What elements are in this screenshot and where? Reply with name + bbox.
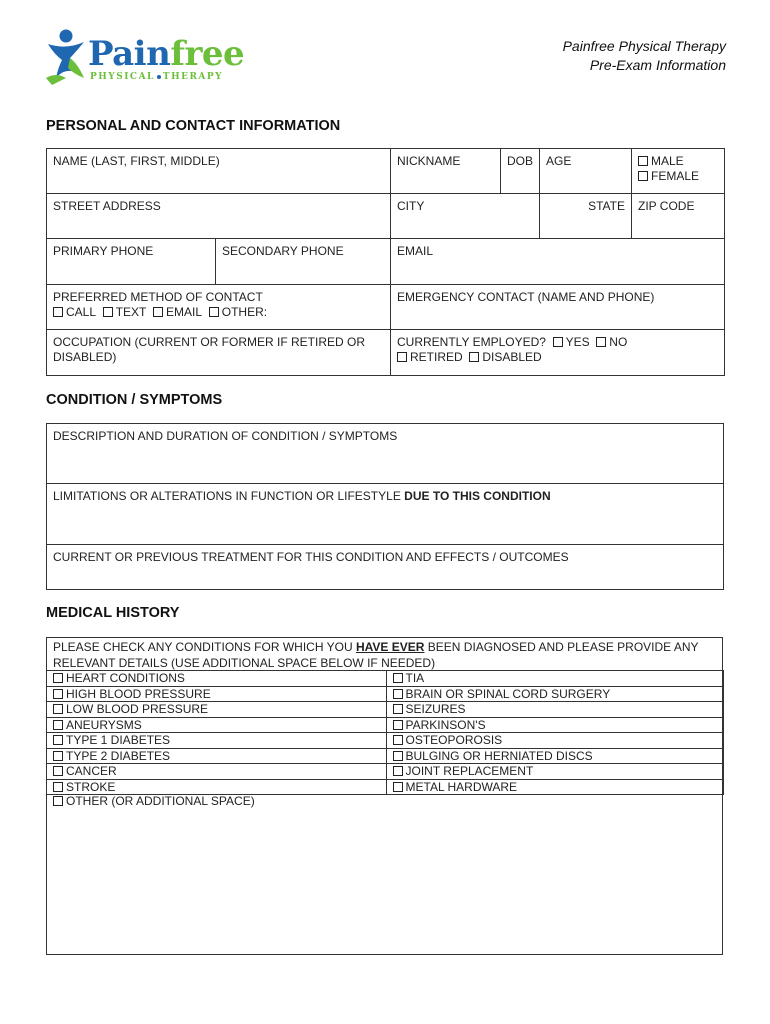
secondary-phone-field[interactable]: SECONDARY PHONE (216, 239, 391, 285)
condition-checkbox-right[interactable] (386, 733, 723, 749)
checkbox-icon (393, 766, 403, 776)
runner-figure-icon (44, 28, 88, 86)
nickname-field[interactable]: NICKNAME (391, 149, 501, 194)
checkbox-icon (596, 337, 606, 347)
checkbox-icon (53, 782, 63, 792)
condition-label: JOINT REPLACEMENT (405, 764, 534, 778)
company-logo (44, 28, 244, 88)
sex-field (632, 149, 725, 194)
section-title-medical: MEDICAL HISTORY (46, 605, 180, 621)
zip-code-field[interactable]: ZIP CODE (632, 194, 725, 239)
checkbox-icon (638, 171, 648, 181)
city-field[interactable]: CITY (391, 194, 540, 239)
document-title: Pre-Exam Information (589, 57, 726, 73)
condition-label: OSTEOPOROSIS (405, 733, 503, 747)
checkbox-icon (53, 720, 63, 730)
preferred-contact-field (47, 285, 391, 330)
document-header (563, 37, 726, 75)
other-checkbox[interactable]: OTHER: (209, 305, 267, 319)
logo-wordmark: Painfree (88, 34, 245, 74)
female-checkbox[interactable]: FEMALE (638, 169, 718, 184)
condition-row (47, 779, 723, 795)
condition-row (47, 686, 723, 702)
checkbox-icon (393, 689, 403, 699)
condition-row (47, 671, 723, 687)
condition-label: SEIZURES (405, 702, 466, 716)
section-title-condition: CONDITION / SYMPTOMS (46, 392, 223, 408)
condition-label: TYPE 2 DIABETES (66, 748, 171, 763)
condition-label: HIGH BLOOD PRESSURE (66, 686, 211, 701)
condition-checkbox-left[interactable] (47, 686, 386, 702)
condition-label: TIA (405, 671, 425, 685)
checkbox-icon (553, 337, 563, 347)
condition-description-field[interactable]: DESCRIPTION AND DURATION OF CONDITION / SYMPTOMS (47, 424, 724, 484)
checkbox-icon (393, 704, 403, 714)
condition-row (47, 733, 723, 749)
disabled-checkbox[interactable]: DISABLED (469, 350, 541, 364)
checkbox-icon (53, 704, 63, 714)
condition-checkbox-left[interactable] (47, 779, 386, 795)
condition-row (47, 748, 723, 764)
checkbox-icon (53, 689, 63, 699)
condition-checkbox-left[interactable] (47, 671, 386, 687)
condition-table (46, 423, 724, 590)
checkbox-icon (638, 156, 648, 166)
checkbox-icon (393, 673, 403, 683)
emergency-contact-field[interactable]: EMERGENCY CONTACT (NAME AND PHONE) (391, 285, 725, 330)
primary-phone-field[interactable]: PRIMARY PHONE (47, 239, 216, 285)
section-title-personal: PERSONAL AND CONTACT INFORMATION (46, 118, 341, 134)
logo-subtitle: PHYSICAL THERAPY (90, 72, 224, 82)
condition-checkbox-left[interactable] (47, 717, 386, 733)
conditions-table (47, 670, 724, 795)
condition-label: STROKE (66, 779, 116, 794)
retired-checkbox[interactable]: RETIRED (397, 350, 463, 364)
condition-row (47, 717, 723, 733)
checkbox-icon (103, 307, 113, 317)
condition-checkbox-left[interactable] (47, 764, 386, 780)
condition-row (47, 764, 723, 780)
condition-label: METAL HARDWARE (405, 779, 518, 794)
checkbox-icon (53, 796, 63, 806)
email-field[interactable]: EMAIL (391, 239, 725, 285)
age-field[interactable]: AGE (540, 149, 632, 194)
checkbox-icon (53, 766, 63, 776)
condition-checkbox-right[interactable] (386, 748, 723, 764)
preferred-contact-label: PREFERRED METHOD OF CONTACT (53, 290, 263, 304)
checkbox-icon (393, 735, 403, 745)
condition-checkbox-left[interactable] (47, 733, 386, 749)
checkbox-icon (469, 352, 479, 362)
medical-history-intro: PLEASE CHECK ANY CONDITIONS FOR WHICH YOU HAVE EVER BEEN DIAGNOSED AND PLEASE PROVIDE ANY RELEVANT DETAILS (USE ADDITIONAL SPACE BELOW IF NEEDED) (53, 640, 699, 670)
condition-label: BRAIN OR SPINAL CORD SURGERY (405, 686, 611, 701)
condition-label: BULGING OR HERNIATED DISCS (405, 748, 593, 763)
employment-status-field (391, 330, 725, 376)
checkbox-icon (53, 673, 63, 683)
male-checkbox[interactable]: MALE (638, 154, 718, 169)
dob-field[interactable]: DOB (501, 149, 540, 194)
condition-label: TYPE 1 DIABETES (66, 733, 171, 747)
checkbox-icon (393, 720, 403, 730)
condition-checkbox-right[interactable] (386, 671, 723, 687)
condition-checkbox-left[interactable] (47, 748, 386, 764)
condition-row (47, 702, 723, 718)
condition-checkbox-right[interactable] (386, 779, 723, 795)
text-checkbox[interactable]: TEXT (103, 305, 147, 319)
condition-checkbox-right[interactable] (386, 764, 723, 780)
treatment-field[interactable]: CURRENT OR PREVIOUS TREATMENT FOR THIS CONDITION AND EFFECTS / OUTCOMES (47, 545, 724, 590)
condition-checkbox-right[interactable] (386, 686, 723, 702)
condition-label: ANEURYSMS (66, 717, 142, 732)
condition-label: PARKINSON'S (405, 717, 486, 732)
no-checkbox[interactable]: NO (596, 335, 627, 349)
condition-checkbox-right[interactable] (386, 702, 723, 718)
street-address-field[interactable]: STREET ADDRESS (47, 194, 391, 239)
occupation-field[interactable]: OCCUPATION (CURRENT OR FORMER IF RETIRED OR DISABLED) (47, 330, 391, 376)
condition-checkbox-right[interactable] (386, 717, 723, 733)
medical-history-box (46, 637, 723, 955)
condition-label: HEART CONDITIONS (66, 671, 185, 685)
other-condition-checkbox[interactable]: OTHER (OR ADDITIONAL SPACE) (53, 794, 255, 808)
yes-checkbox[interactable]: YES (553, 335, 590, 349)
checkbox-icon (209, 307, 219, 317)
name-field[interactable]: NAME (LAST, FIRST, MIDDLE) (47, 149, 391, 194)
checkbox-icon (153, 307, 163, 317)
checkbox-icon (393, 782, 403, 792)
checkbox-icon (53, 751, 63, 761)
condition-label: CANCER (66, 764, 117, 778)
email-checkbox[interactable]: EMAIL (153, 305, 202, 319)
checkbox-icon (53, 735, 63, 745)
state-field[interactable]: STATE (540, 194, 632, 239)
employed-question: CURRENTLY EMPLOYED? (397, 335, 546, 349)
personal-info-table (46, 148, 725, 376)
org-name: Painfree Physical Therapy (562, 38, 726, 54)
checkbox-icon (397, 352, 407, 362)
call-checkbox[interactable]: CALL (53, 305, 96, 319)
limitations-field[interactable]: LIMITATIONS OR ALTERATIONS IN FUNCTION OR LIFESTYLE DUE TO THIS CONDITION (47, 484, 724, 545)
condition-checkbox-left[interactable] (47, 702, 386, 718)
condition-label: LOW BLOOD PRESSURE (66, 702, 209, 716)
checkbox-icon (53, 307, 63, 317)
checkbox-icon (393, 751, 403, 761)
